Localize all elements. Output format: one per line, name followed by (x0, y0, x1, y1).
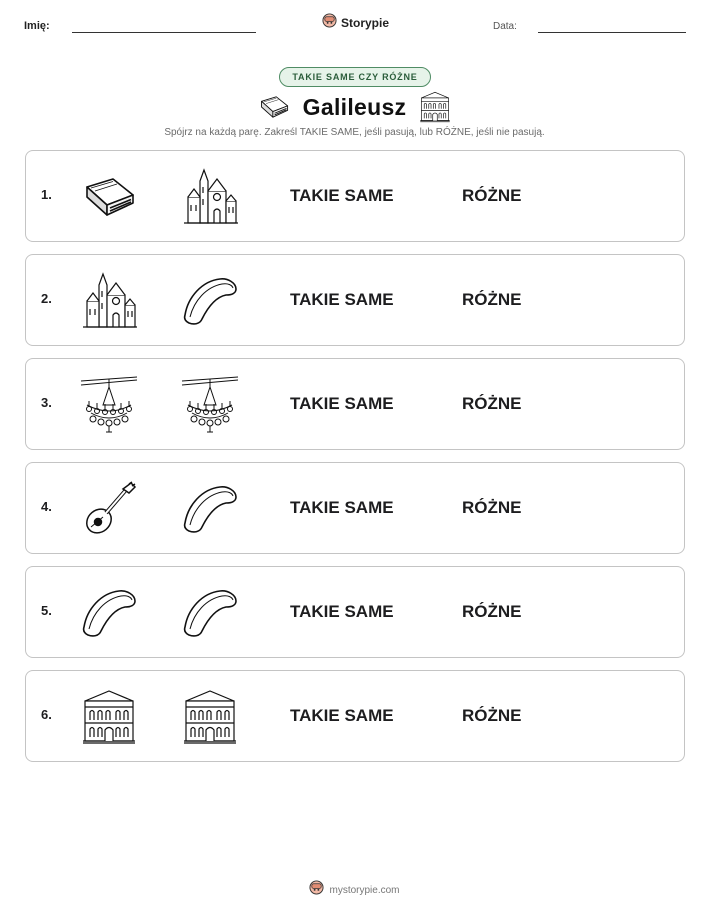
title-row (0, 91, 709, 123)
option-same[interactable]: TAKIE SAME (290, 602, 394, 621)
option-same[interactable]: TAKIE SAME (290, 290, 394, 309)
storypie-logo-icon (309, 880, 324, 900)
row-number: 3. (41, 395, 52, 410)
name-label: Imię: (24, 20, 50, 32)
option-different[interactable]: RÓŻNE (462, 394, 522, 413)
worksheet-type-badge: TAKIE SAME CZY RÓŻNE (279, 67, 431, 87)
row-number: 4. (41, 499, 52, 514)
option-different[interactable]: RÓŻNE (462, 706, 522, 725)
church-icon (180, 167, 240, 227)
footer-url[interactable]: mystorypie.com (329, 884, 400, 896)
book-icon (257, 90, 291, 124)
row-number: 1. (41, 187, 52, 202)
instructions: Spójrz na każdą parę. Zakreśl TAKIE SAME, jeśli pasują, lub RÓŻNE, jeśli nie pasują. (164, 127, 545, 138)
brand-name: Storypie (341, 16, 390, 30)
pair-row (25, 566, 685, 658)
date-field[interactable] (538, 32, 686, 33)
pair-row (25, 254, 685, 346)
palace-icon (180, 687, 240, 747)
palace-icon (79, 687, 139, 747)
brand-logo (322, 13, 389, 33)
bread-slice-icon (79, 583, 139, 643)
option-different[interactable]: RÓŻNE (462, 186, 522, 205)
pair-row (25, 358, 685, 450)
pair-row (25, 670, 685, 762)
palace-icon (418, 90, 452, 124)
option-different[interactable]: RÓŻNE (462, 290, 522, 309)
chandelier-icon (79, 375, 139, 435)
pair-row (25, 462, 685, 554)
page-title: Galileusz (302, 93, 407, 120)
bread-slice-icon (180, 479, 240, 539)
book-icon (79, 167, 139, 227)
option-same[interactable]: TAKIE SAME (290, 706, 394, 725)
pair-row (25, 150, 685, 242)
row-number: 2. (41, 291, 52, 306)
option-same[interactable]: TAKIE SAME (290, 498, 394, 517)
lute-icon (79, 479, 139, 539)
option-same[interactable]: TAKIE SAME (290, 394, 394, 413)
name-field[interactable] (72, 32, 256, 33)
option-different[interactable]: RÓŻNE (462, 602, 522, 621)
row-number: 6. (41, 707, 52, 722)
bread-slice-icon (180, 271, 240, 331)
worksheet-header (0, 0, 709, 50)
option-same[interactable]: TAKIE SAME (290, 186, 394, 205)
footer (0, 880, 709, 900)
option-different[interactable]: RÓŻNE (462, 498, 522, 517)
date-label: Data: (493, 21, 517, 32)
bread-slice-icon (180, 583, 240, 643)
row-number: 5. (41, 603, 52, 618)
church-icon (79, 271, 139, 331)
storypie-logo-icon (322, 13, 337, 33)
chandelier-icon (180, 375, 240, 435)
